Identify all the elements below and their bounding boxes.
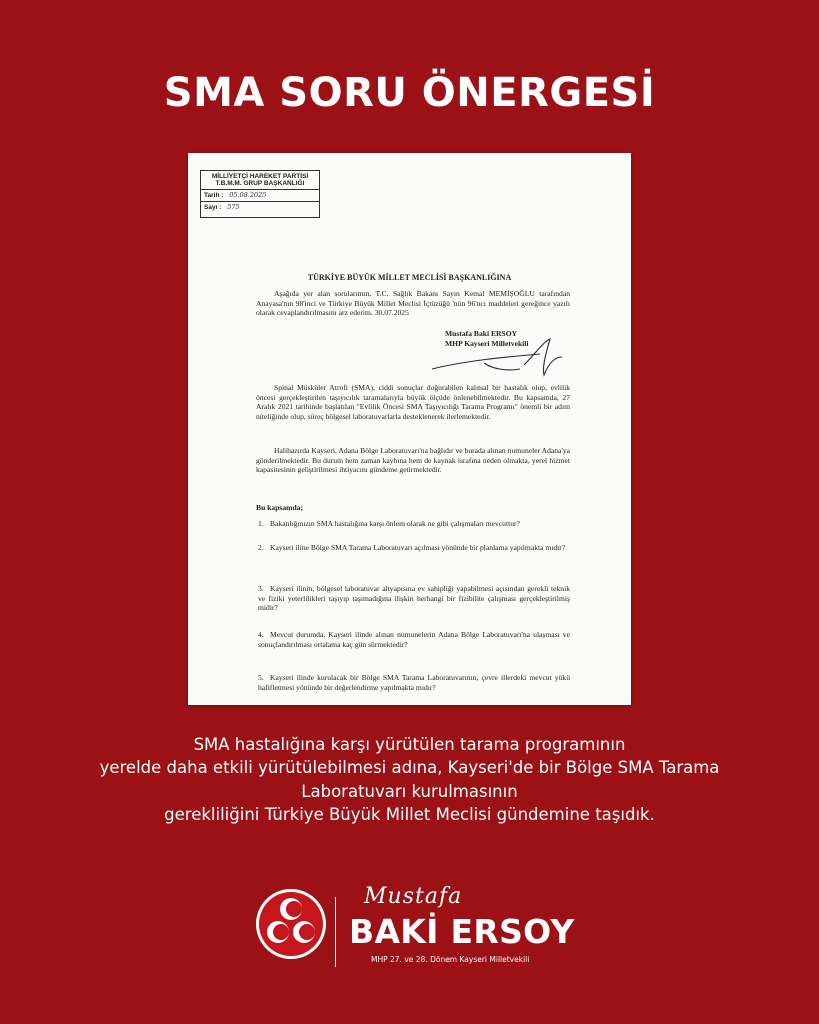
stamp-date-label: Tarih :	[204, 191, 224, 199]
caption	[40, 733, 779, 827]
caption-line: SMA hastalığına karşı yürütülen tarama programının	[193, 735, 626, 754]
document-title: TÜRKİYE BÜYÜK MİLLET MECLİSİ BAŞKANLIĞINA	[307, 273, 512, 282]
question-item	[258, 673, 570, 692]
question-text: Mevcut durumda, Kayseri ilinde alınan numunelerin Adana Bölge Laboratuvarı'na ulaşması ve sonuçlandırılması ortalama kaç gün sürmektedir?	[258, 630, 570, 649]
signer-title: MHP Kayseri Milletvekili	[445, 339, 529, 349]
footer-subtitle: MHP 27. ve 28. Dönem Kayseri Milletvekili	[371, 955, 530, 964]
intro-paragraph: Aşağıda yer alan sorularımın, T.C. Sağlık Bakanı Sayın Kemal MEMİŞOĞLU tarafından Anayasa'nın 98'inci ve Türkiye Büyük Millet Meclisi İçtüzüğü 'nün 96'ncı maddeleri gereğince yazılı olarak cevaplandırılmasını arz ederim. 30.07.2025	[256, 289, 570, 318]
caption-line: gerekliliğini Türkiye Büyük Millet Meclisi gündemine taşıdık.	[164, 805, 655, 825]
page-headline: SMA SORU ÖNERGESİ	[163, 70, 656, 116]
party-stamp	[200, 170, 320, 218]
question-item	[258, 584, 570, 613]
background-paragraph-1: Spinal Müsküler Atrofi (SMA), ciddi sonuçlar doğurabilen kalıtsal bir hastalık olup, evlilik öncesi gerçekleştirilen taşıyıcılık taramalarıyla büyük ölçüde önlenebilmektedir. Bu kapsamda, 27 Aralık 2021 tarihinde başlatılan "Evlilik Öncesi SMA Taşıyıcılığı Tarama Programı" önemli bir adım niteliğinde olup, süreç bölgesel laboratuvarlarla desteklenerek ilerlemektedir.	[256, 383, 570, 422]
question-text: Kayseri iline Bölge SMA Tarama Laboratuvarı açılması yönünde bir planlama yapılmakta mıdır?	[270, 543, 566, 552]
question-number: 3.	[258, 584, 264, 593]
stamp-org-line2: T.B.M.M. GRUP BAŞKANLIĞI	[215, 180, 305, 188]
scope-heading: Bu kapsamda;	[256, 503, 304, 512]
question-item	[258, 543, 570, 553]
handwritten-signature	[424, 335, 574, 385]
question-number: 4.	[258, 630, 264, 639]
question-number: 1.	[258, 519, 264, 528]
question-item	[258, 630, 570, 649]
caption-line: yerelde daha etkili yürütülebilmesi adına, Kayseri'de bir Bölge SMA Tarama	[99, 758, 720, 778]
question-item	[258, 519, 570, 529]
question-number: 2.	[258, 543, 264, 552]
parliament-question-document	[188, 153, 631, 705]
stamp-org-line1: MİLLİYETÇİ HAREKET PARTİSİ	[211, 173, 309, 180]
footer-name: BAKİ ERSOY	[349, 912, 575, 951]
background-paragraph-2: Halihazırda Kayseri, Adana Bölge Laboratuvarı'na bağlıdır ve burada alınan numuneler Adana'ya gönderilmektedir. Bu durum hem zaman kaybına hem de kaynak israfına neden olmakta, yerel hizmet kapasitesinin geliştirilmesi ihtiyacını gündeme getirmektedir.	[256, 446, 570, 475]
footer-divider	[335, 897, 336, 967]
signer-name: Mustafa Baki ERSOY	[445, 329, 518, 338]
stamp-date-value: 05.08.2025	[229, 190, 267, 199]
caption-line: Laboratuvarı kurulmasının	[301, 781, 518, 801]
stamp-number-label: Sayı :	[204, 203, 222, 211]
question-number: 5.	[258, 673, 264, 682]
stamp-number-value: 575	[227, 202, 240, 211]
question-text: Bakanlığınızın SMA hastalığına karşı önlem olarak ne gibi çalışmaları mevcuttur?	[270, 519, 520, 528]
question-text: Kayseri ilinde kurulacak bir Bölge SMA Tarama Laboratuvarının, çevre illerdeki mevcut yükü hafifletmesi yönünde bir değerlendirme yapılmakta mıdır?	[258, 673, 570, 692]
footer-script-name: Mustafa	[364, 884, 463, 909]
question-text: Kayseri ilinin, bölgesel laboratuvar altyapısına ev sahipliği yapabilmesi açısından gerekli teknik ve fiziki yeterlilikleri taşıyıp taşımadığına ilişkin herhangi bir fizibilite çalışması gerçekleştirilmiş midir?	[258, 584, 570, 613]
party-logo-icon	[254, 887, 328, 961]
